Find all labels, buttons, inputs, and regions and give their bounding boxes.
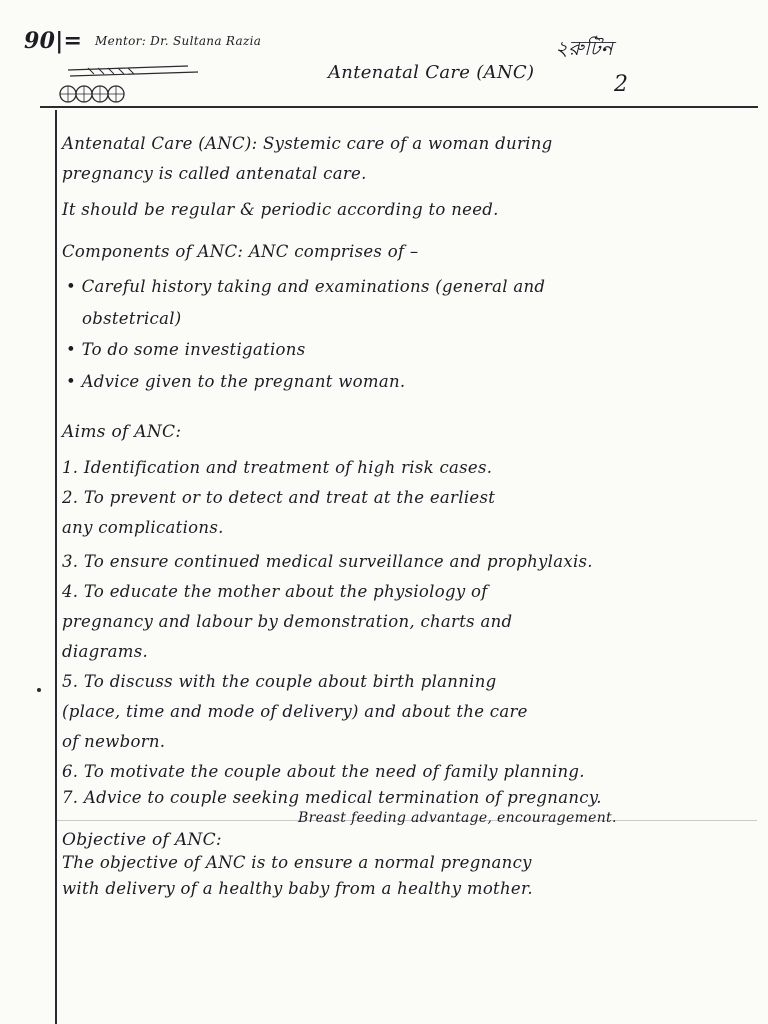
component-item: • Careful history taking and examinations (general and (66, 277, 546, 296)
aim-item: 2. To prevent or to detect and treat at the earliest (62, 488, 496, 507)
margin-line (55, 110, 57, 1024)
aims-addendum: Breast feeding advantage, encouragement. (298, 810, 617, 826)
component-item: obstetrical) (82, 309, 182, 328)
bengali-note: ২রুটিন (555, 36, 614, 60)
page-serial: 90|= (24, 28, 83, 54)
aim-item: pregnancy and labour by demonstration, charts and (62, 612, 513, 631)
page-number: 2 (614, 72, 629, 97)
aim-item: any complications. (62, 518, 224, 537)
aim-item: 7. Advice to couple seeking medical termination of pregnancy. (62, 788, 602, 807)
definition-line: It should be regular & periodic according to need. (62, 200, 499, 219)
aim-item: of newborn. (62, 732, 166, 751)
mentor-label: Mentor: Dr. Sultana Razia (95, 34, 262, 48)
aim-item: 4. To educate the mother about the physiology of (62, 582, 488, 601)
objective-line: with delivery of a healthy baby from a healthy mother. (62, 879, 533, 898)
objective-line: The objective of ANC is to ensure a normal pregnancy (62, 853, 532, 872)
definition-line: pregnancy is called antenatal care. (62, 164, 367, 183)
component-item: • Advice given to the pregnant woman. (66, 372, 406, 391)
component-item: • To do some investigations (66, 340, 306, 359)
aim-item: (place, time and mode of delivery) and about the care (62, 702, 528, 721)
components-heading: Components of ANC: ANC comprises of – (62, 242, 419, 261)
objective-heading: Objective of ANC: (62, 830, 222, 850)
margin-dot (37, 688, 41, 692)
aims-heading: Aims of ANC: (62, 422, 182, 442)
aim-item: 3. To ensure continued medical surveillance and prophylaxis. (62, 552, 593, 571)
aim-item: diagrams. (62, 642, 149, 661)
notebook-logo (48, 56, 198, 108)
aim-item: 1. Identification and treatment of high risk cases. (62, 458, 493, 477)
page-title: Antenatal Care (ANC) (328, 62, 535, 83)
definition-line: Antenatal Care (ANC): Systemic care of a woman during (62, 134, 553, 153)
aim-item: 6. To motivate the couple about the need of family planning. (62, 762, 585, 781)
aim-item: 5. To discuss with the couple about birth planning (62, 672, 497, 691)
